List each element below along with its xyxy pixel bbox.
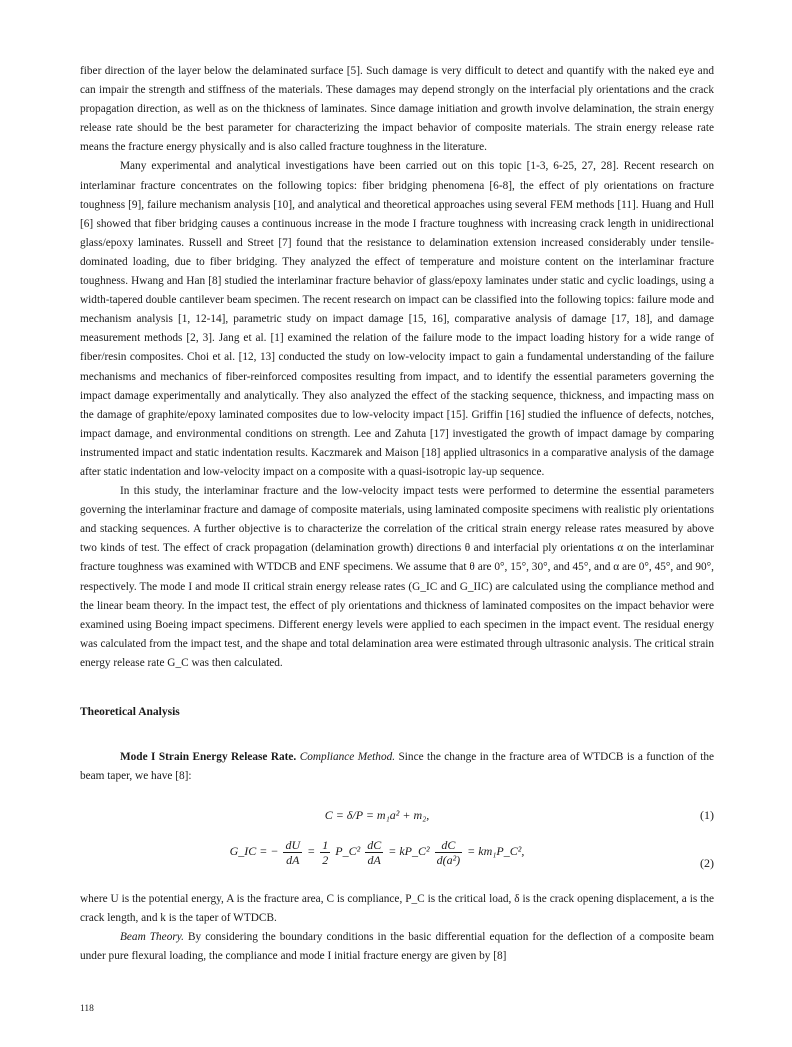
frac-num: dC [367,837,382,852]
section-title: Theoretical Analysis [80,706,180,718]
run-in-heading: Mode I Strain Energy Release Rate. [120,751,297,763]
equation-1-number: (1) [700,808,714,823]
equation-2 [80,832,714,884]
frac-num: dU [285,837,301,852]
paragraph-where: where U is the potential energy, A is the fracture area, C is compliance, P_C is the critical load, δ is the crack opening displacement, a is the crack length, and k is the taper of WTDCB. [80,893,714,925]
paragraph-mode1 [80,748,714,786]
equation-1-body: C = δ/P = m₁a² + m₂, [324,808,430,823]
paragraph-beam-theory [80,928,714,966]
paragraph-continuation: fiber direction of the layer below the delaminated surface [5]. Such damage is very difficult to detect and quantify with the naked eye and can impair the strength and stiffness of the materials. These damages may depend strongly on the interfacial ply orientations and the crack propagation direction, as well as on the thickness of laminates. Since damage initiation and growth involve delamination, the strain energy release rate should be the best parameter for characterizing the impact behavior of composite materials. The strain energy release rate means the fracture energy physically and is also called fracture toughness in the literature. [80,65,714,154]
page-body [80,62,714,967]
paragraph-literature-review: Many experimental and analytical investigations have been carried out on this topic [1-3, 6-25, 27, 28]. Recent research on interlaminar fracture concentrates on the following topics: fiber bridging phenomena [6-8], the effect of ply orientations on fracture toughness [9], failure mechanism analysis [10], and analytical and theoretical approaches using several FEM methods [11]. Huang and Hull [6] showed that fiber bridging causes a continuous increase in the mode I fracture toughness with increasing crack length in unidirectional glass/epoxy laminates. Russell and Street [7] found that the resistance to delamination extension increased considerably under tensile-dominated loading, due to fiber bridging. They analyzed the effect of temperature and moisture content on the interlaminar fracture toughness. Hwang and Han [8] studied the interlaminar fracture behavior of glass/epoxy laminates under static and cyclic loadings, using a width-tapered double cantilever beam specimen. The recent research on impact can be classified into the following topics: failure mode and mechanism analysis [1, 12-14], parametric study on impact damage [15, 16], comparative analysis of damage [17, 18], and damage measurement methods [2, 3]. Jang et al. [1] examined the relation of the failure mode to the impact loading history for a wide range of fiber/resin composites. Choi et al. [12, 13] conducted the study on low-velocity impact to gain a fundamental understanding of the failure mechanisms and mechanics of fiber-reinforced composites resulting from impact, and to identify the essential parameters governing the impact damage experimentally and analytically. They also analyzed the effect of the stacking sequence, thickness, and impacting mass on the damage of graphite/epoxy laminated composites due to low-velocity impact [15]. Griffin [16] studied the influence of defects, notches, impact damage, and environmental conditions on strength. Lee and Zahuta [17] investigated the growth of impact damage by comparing instrumented impact and static indentation results. Kaczmarek and Maison [18] applied ultrasonics in a comparative analysis of the damage after static indentation and low-velocity impact on a composite with a quasi-isotropic lay-up sequence. [80,160,714,478]
frac-den: d(a²) [436,852,461,867]
frac-dC-dA [365,838,383,867]
frac-den: dA [367,852,381,867]
method-heading: Compliance Method. [299,751,396,763]
equation-1 [80,798,714,832]
equation-2-number: (2) [700,856,714,871]
equation-2-body [80,834,674,868]
eq2-kpc: = kP_C² [388,844,430,859]
beam-method-heading: Beam Theory. [120,931,184,944]
paragraph-study-objective: In this study, the interlaminar fracture and the low-velocity impact tests were performed to determine the essential parameters governing the interlaminar fracture and damage of composite materials, using laminated composite specimens with realistic ply orientations and stacking sequences. A further objective is to characterize the correlation of the critical strain energy release rates measured by above two kinds of test. The effect of crack propagation (delamination growth) directions θ and interfacial ply orientations α on the interlaminar fracture toughness was examined with WTDCB and ENF specimens. We assume that θ are 0°, 15°, 30°, and 45°, and α are 0°, 45°, and 90°, respectively. The mode I and mode II critical strain energy release rates (G_IC and G_IIC) are calculated using the compliance method and the linear beam theory. In the impact test, the effect of ply orientations and thickness of laminated composites on the impact behavior were examined using Boeing impact specimens. Different energy levels were applied to each specimen in the impact event. The residual energy was calculated from the impact test, and the shape and total delamination area were estimated through ultrasonic analysis. The critical strain energy release rate G_C was then calculated. [80,485,714,669]
page-number: 118 [80,1004,94,1014]
frac-den: 2 [322,852,329,867]
frac-num: dC [435,838,463,853]
frac-num: 1 [322,837,329,852]
mode1-text: Since the change in the fracture area of WTDCB is a function of the beam taper, we have [8]: [80,751,715,783]
beam-text: By considering the boundary conditions in the basic differential equation for the deflection of a composite beam under pure flexural loading, the compliance and mode I initial fracture energy are given by [8] [80,931,714,963]
eq2-pc-squared: P_C² [335,844,361,859]
eq2-lhs: G_IC = − [229,844,279,859]
eq2-equals: = [307,844,316,859]
frac-den: dA [286,852,300,867]
frac-dC-da2 [435,838,463,867]
frac-dU-dA [283,838,302,867]
eq2-tail: = km₁P_C², [467,844,525,859]
frac-half [320,838,330,867]
